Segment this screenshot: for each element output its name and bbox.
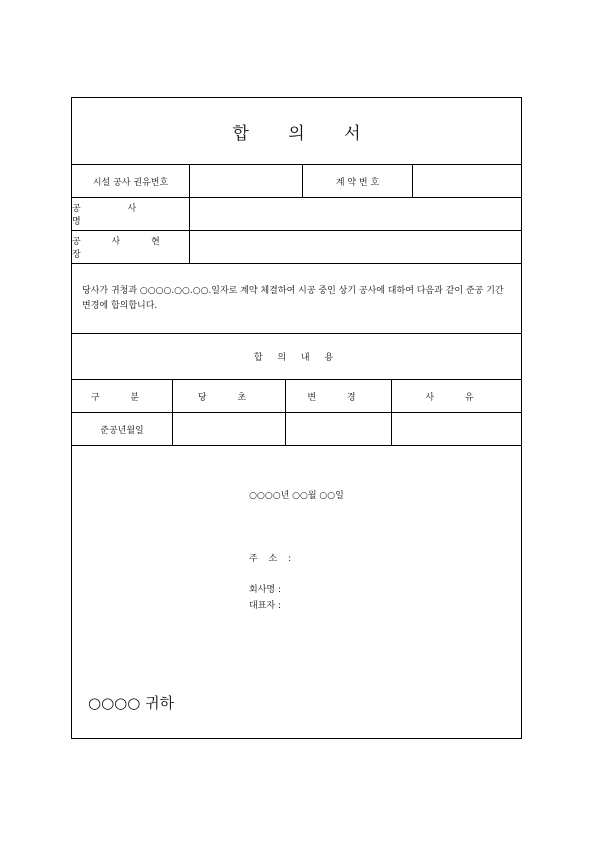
- details-heading-row: [72, 334, 521, 380]
- header-category: 구 분: [90, 392, 154, 403]
- table-header-row: [72, 380, 521, 413]
- project-name-field[interactable]: [189, 198, 521, 230]
- title-row: [72, 98, 521, 165]
- facility-number-field[interactable]: [189, 165, 302, 197]
- agreement-form: [71, 97, 522, 739]
- details-heading: 합 의 내 용: [253, 353, 340, 363]
- representative-label: 대표자 :: [249, 601, 281, 611]
- company-label: 회사명 :: [249, 585, 281, 595]
- signature-section: [72, 446, 521, 738]
- recipient: ○○○○ 귀하: [88, 694, 175, 712]
- header-reason: 사 유: [391, 380, 521, 412]
- project-name-row: [72, 198, 521, 231]
- facility-number-label: 시설 공사 권유번호: [92, 177, 169, 188]
- original-date-field[interactable]: [172, 413, 285, 445]
- header-original: 당 초: [172, 380, 285, 412]
- page-title: 합 의 서: [232, 123, 361, 144]
- address-label: 주 소 :: [249, 554, 296, 564]
- signature-date: ○○○○년 ○○월 ○○일: [249, 491, 344, 501]
- project-site-field[interactable]: [189, 231, 521, 263]
- table-row: [72, 413, 521, 446]
- header-changed: 변 경: [285, 380, 391, 412]
- changed-date-field[interactable]: [285, 413, 391, 445]
- contract-number-field[interactable]: [412, 165, 521, 197]
- reason-field[interactable]: [391, 413, 521, 445]
- project-site-label: 공 사 현 장: [72, 237, 174, 260]
- facility-contract-row: [72, 165, 521, 198]
- project-name-label: 공 사 명: [72, 204, 159, 227]
- project-site-row: [72, 231, 521, 264]
- contract-number-label: 계 약 번 호: [302, 165, 412, 197]
- statement-row: [72, 264, 521, 334]
- agreement-statement: 당사가 귀청과 ○○○○.○○.○○.일자로 계약 체결하여 시공 중인 상기 공사에 대하여 다음과 같이 준공 기간 변경에 합의합니다.: [82, 286, 504, 311]
- completion-date-label: 준공년월일: [100, 425, 144, 436]
